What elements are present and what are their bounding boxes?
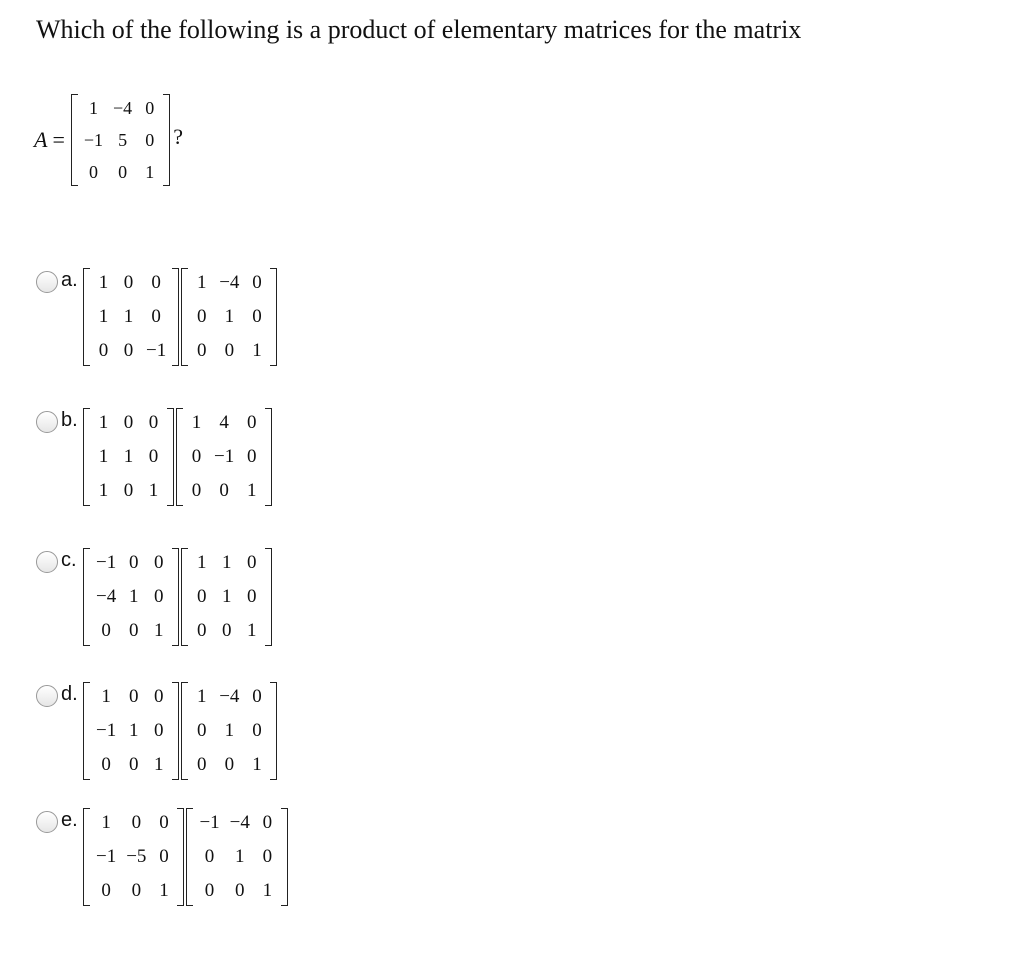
radio-button-b[interactable] — [36, 411, 58, 433]
matrix-variable: A — [34, 127, 48, 152]
matrix-lhs — [34, 127, 65, 153]
matrix-cell: 0 — [224, 340, 235, 361]
matrix-cell: −5 — [126, 846, 147, 867]
matrix-cell: 0 — [101, 880, 111, 901]
matrix-cell: 0 — [159, 812, 169, 833]
matrix-cell: 1 — [98, 446, 109, 467]
matrix-cell: 0 — [221, 620, 232, 641]
option-label: b. — [61, 409, 78, 431]
matrix-cell: 1 — [148, 480, 159, 501]
matrix-cell: −4 — [113, 97, 133, 118]
matrix-cell: −1 — [96, 846, 117, 867]
matrix-cell: −1 — [146, 340, 167, 361]
matrix-cell: 0 — [196, 306, 207, 327]
matrix-cell: 1 — [224, 720, 235, 741]
matrix-cell: 0 — [145, 129, 155, 150]
matrix-cell: −1 — [199, 812, 220, 833]
matrix-cell: 1 — [128, 586, 139, 607]
matrix-cell: 1 — [159, 880, 169, 901]
radio-button-c[interactable] — [36, 551, 58, 573]
matrix-cell: 0 — [101, 620, 111, 641]
matrix-cell: 0 — [204, 846, 215, 867]
matrix-cell: 1 — [153, 620, 164, 641]
radio-button-a[interactable] — [36, 271, 58, 293]
matrix-cell: 1 — [246, 620, 257, 641]
matrix-cell: 1 — [98, 272, 109, 293]
matrix-cell: −1 — [83, 129, 104, 150]
matrix-cell: −4 — [219, 686, 240, 707]
matrix-cell: 0 — [191, 480, 202, 501]
matrix-cell: 0 — [262, 812, 273, 833]
matrix-product — [83, 546, 274, 648]
equals-sign: = — [52, 127, 65, 152]
matrix-cell: 0 — [151, 272, 161, 293]
matrix-cell: 0 — [153, 586, 164, 607]
given-matrix-equation — [34, 92, 183, 188]
matrix-cell: 0 — [131, 812, 142, 833]
matrix-cell: 0 — [148, 412, 159, 433]
matrix-cell: 1 — [252, 340, 262, 361]
matrix-cell: −4 — [219, 272, 240, 293]
matrix-cell: 0 — [196, 586, 207, 607]
matrix-cell: 0 — [235, 880, 245, 901]
elementary-matrix-2 — [181, 680, 277, 782]
matrix-cell: 0 — [224, 754, 235, 775]
matrix-cell: 0 — [123, 340, 134, 361]
option-e[interactable] — [36, 806, 290, 908]
matrix-product — [83, 680, 279, 782]
elementary-matrix-2 — [181, 546, 272, 648]
elementary-matrix-1 — [83, 680, 179, 782]
matrix-cell: 0 — [246, 412, 257, 433]
matrix-cell: −4 — [96, 586, 117, 607]
matrix-cell: 1 — [98, 480, 109, 501]
matrix-cell: −1 — [96, 552, 117, 573]
matrix-cell: 0 — [159, 846, 169, 867]
option-label: e. — [61, 809, 78, 831]
matrix-cell: 0 — [246, 446, 257, 467]
matrix-cell: 1 — [196, 552, 207, 573]
matrix-cell: 5 — [118, 129, 128, 150]
matrix-cell: 1 — [262, 880, 273, 901]
elementary-matrix-1 — [83, 546, 179, 648]
matrix-product — [83, 266, 279, 368]
matrix-cell: 0 — [131, 880, 142, 901]
matrix-cell: 0 — [153, 720, 164, 741]
matrix-cell: 1 — [101, 812, 111, 833]
matrix-cell: 1 — [191, 412, 202, 433]
option-label: d. — [61, 683, 78, 705]
matrix-cell: 1 — [235, 846, 245, 867]
matrix-cell: 0 — [128, 620, 139, 641]
matrix-cell: −4 — [229, 812, 250, 833]
option-b[interactable] — [36, 406, 274, 508]
matrix-cell: 1 — [101, 686, 111, 707]
elementary-matrix-2 — [181, 266, 277, 368]
matrix-cell: 0 — [128, 552, 139, 573]
matrix-cell: 4 — [219, 412, 229, 433]
given-matrix — [71, 92, 170, 188]
radio-button-d[interactable] — [36, 685, 58, 707]
matrix-cell: 0 — [196, 340, 207, 361]
matrix-cell: 0 — [252, 306, 262, 327]
elementary-matrix-1 — [83, 806, 184, 908]
matrix-cell: 0 — [196, 620, 207, 641]
matrix-cell: 1 — [221, 552, 232, 573]
matrix-cell: 1 — [196, 686, 207, 707]
matrix-product — [83, 806, 290, 908]
matrix-cell: 0 — [204, 880, 215, 901]
matrix-cell: 0 — [246, 586, 257, 607]
matrix-cell: 1 — [128, 720, 139, 741]
matrix-cell: 0 — [262, 846, 273, 867]
elementary-matrix-2 — [186, 806, 287, 908]
matrix-cell: 0 — [252, 272, 262, 293]
matrix-cell: 0 — [196, 720, 207, 741]
option-d[interactable] — [36, 680, 279, 782]
matrix-cell: −1 — [96, 720, 117, 741]
matrix-cell: 0 — [118, 161, 128, 182]
matrix-cell: 0 — [151, 306, 161, 327]
matrix-cell: 0 — [101, 754, 111, 775]
matrix-cell: 0 — [128, 754, 139, 775]
matrix-cell: 1 — [224, 306, 235, 327]
matrix-cell: 1 — [153, 754, 164, 775]
elementary-matrix-1 — [83, 406, 174, 508]
matrix-cell: 1 — [88, 97, 98, 118]
matrix-cell: 0 — [145, 97, 155, 118]
matrix-cell: 0 — [123, 480, 134, 501]
matrix-cell: 1 — [252, 754, 262, 775]
matrix-cell: 0 — [219, 480, 229, 501]
matrix-cell: 0 — [252, 720, 262, 741]
radio-button-e[interactable] — [36, 811, 58, 833]
matrix-cell: 0 — [191, 446, 202, 467]
matrix-cell: 1 — [196, 272, 207, 293]
matrix-product — [83, 406, 274, 508]
matrix-cell: 0 — [246, 552, 257, 573]
matrix-cell: 0 — [196, 754, 207, 775]
matrix-cell: 1 — [246, 480, 257, 501]
matrix-cell: 1 — [98, 412, 109, 433]
question-text: Which of the following is a product of elementary matrices for the matrix — [36, 15, 802, 44]
matrix-cell: 1 — [123, 446, 134, 467]
option-label: a. — [61, 269, 78, 291]
matrix-cell: 0 — [88, 161, 98, 182]
matrix-cell: 0 — [123, 272, 134, 293]
matrix-cell: 0 — [153, 686, 164, 707]
matrix-cell: 1 — [145, 161, 155, 182]
question-mark: ? — [173, 124, 183, 149]
matrix-cell: 0 — [128, 686, 139, 707]
matrix-cell: 0 — [123, 412, 134, 433]
matrix-cell: 0 — [98, 340, 109, 361]
matrix-cell: 0 — [153, 552, 164, 573]
elementary-matrix-2 — [176, 406, 272, 508]
matrix-cell: 1 — [98, 306, 109, 327]
matrix-cell: 1 — [221, 586, 232, 607]
matrix-cell: 1 — [123, 306, 134, 327]
matrix-cell: 0 — [252, 686, 262, 707]
option-c[interactable] — [36, 546, 274, 648]
matrix-cell: −1 — [214, 446, 235, 467]
elementary-matrix-1 — [83, 266, 179, 368]
option-a[interactable] — [36, 266, 279, 368]
option-label: c. — [61, 549, 77, 571]
matrix-cell: 0 — [148, 446, 159, 467]
